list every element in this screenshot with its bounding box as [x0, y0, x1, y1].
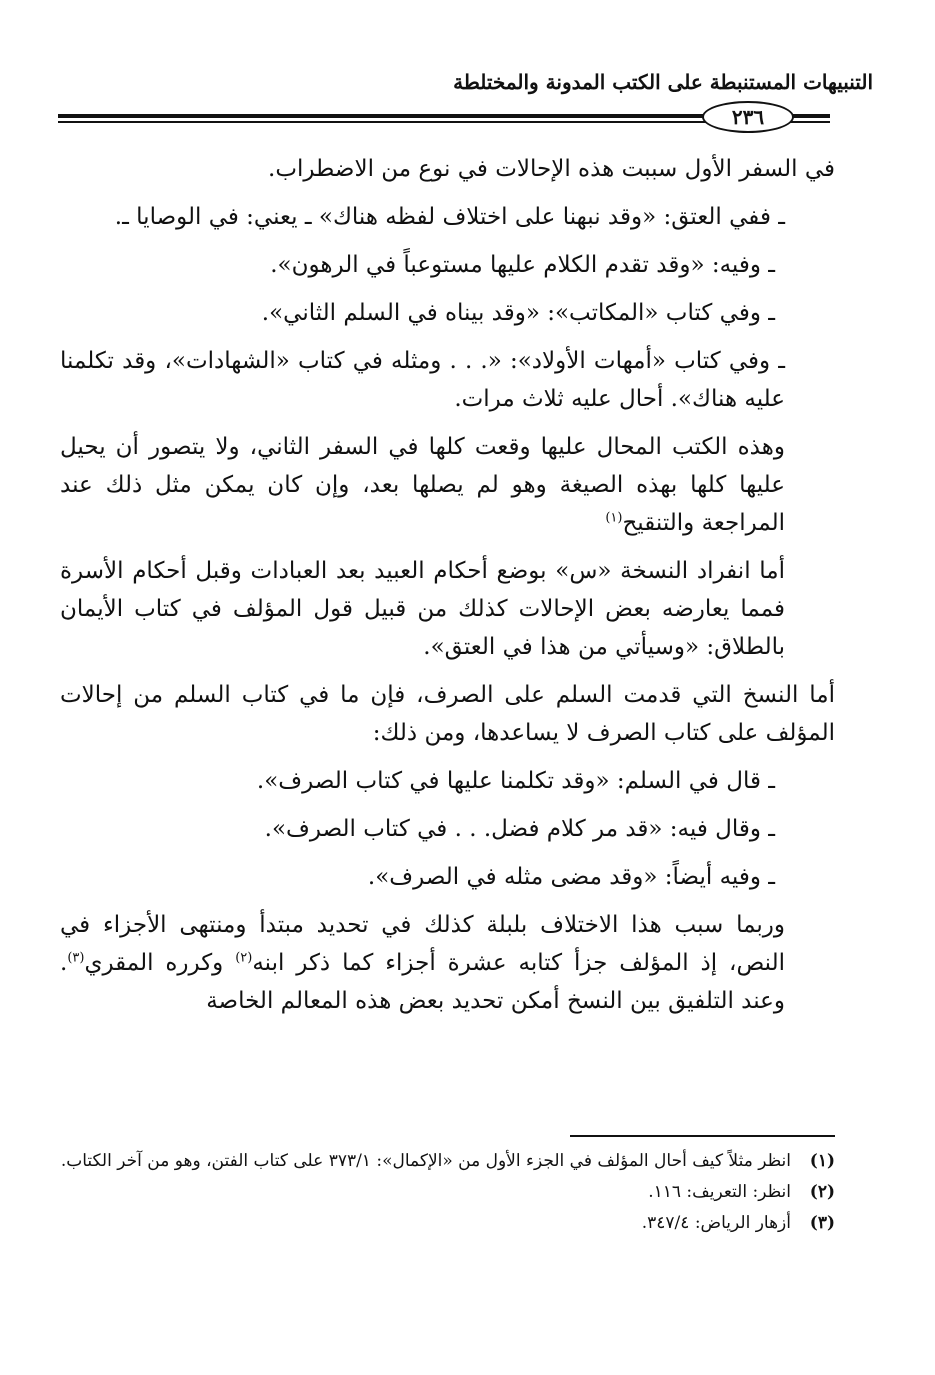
- footnote-number: (٢): [809, 1182, 835, 1202]
- footnote-number: (١): [809, 1151, 835, 1171]
- footnote-text: انظر: التعريف: ١١٦.: [648, 1182, 791, 1202]
- footnote-number: (٣): [809, 1213, 835, 1233]
- paragraph-text: وكرره المقري: [84, 950, 224, 976]
- paragraph: أما النسخ التي قدمت السلم على الصرف، فإن ما في كتاب السلم من إحالات المؤلف على كتاب الصرف لا يساعدها، ومن ذلك:: [60, 682, 835, 746]
- main-text: [60, 150, 835, 1030]
- page-number: ٢٣٦: [702, 101, 794, 133]
- footnote-ref[interactable]: (١): [605, 510, 623, 526]
- paragraph-text: وربما سبب هذا الاختلاف بلبلة كذلك في تحديد مبتدأ ومنتهى الأجزاء في النص، إذ المؤلف جزأ كتابه عشرة أجزاء كما ذكر ابنه: [60, 912, 785, 976]
- list-item: ـ قال في السلم: «وقد تكلمنا عليها في كتاب الصرف».: [256, 768, 775, 794]
- list-item: ـ وقال فيه: «قد مر كلام فضل. . . في كتاب الصرف».: [264, 816, 775, 842]
- paragraph: في السفر الأول سببت هذه الإحالات في نوع من الاضطراب.: [268, 156, 835, 182]
- footnote-ref[interactable]: (٣): [67, 950, 85, 966]
- footnote-ref[interactable]: (٢): [235, 950, 253, 966]
- running-title: التنبيهات المستنبطة على الكتب المدونة والمختلطة: [453, 70, 873, 94]
- footnote: [60, 1148, 835, 1175]
- paragraph-text: وهذه الكتب المحال عليها وقعت كلها في السفر الثاني، ولا يتصور أن يحيل عليها كلها بهذه الصيغة وهو لم يصلها بعد، وإن كان يمكن مثل ذلك عند المراجعة والتنقيح: [60, 434, 785, 536]
- paragraph: [60, 428, 835, 542]
- list-item: ـ ففي العتق: «وقد نبهنا على اختلاف لفظه هناك» ـ يعني: في الوصايا ـ.: [114, 204, 785, 230]
- list-item: ـ وفي كتاب «المكاتب»: «وقد بيناه في السلم الثاني».: [261, 300, 775, 326]
- footnote: [60, 1210, 835, 1237]
- footnote-text: انظر مثلاً كيف أحال المؤلف في الجزء الأول من «الإكمال»: ٣٧٣/١ على كتاب الفتن، وهو من آخر الكتاب.: [60, 1151, 791, 1171]
- footnote-separator: [570, 1135, 835, 1137]
- paragraph: أما انفراد النسخة «س» بوضع أحكام العبيد بعد العبادات وقبل أحكام الأسرة فمما يعارضه بعض الإحالات كذلك من قبيل قول المؤلف في كتاب الأيمان بالطلاق: «وسيأتي من هذا في العتق».: [60, 558, 785, 660]
- paragraph: [60, 906, 835, 1020]
- list-item: ـ وفي كتاب «أمهات الأولاد»: «. . . ومثله في كتاب «الشهادات»، وقد تكلمنا عليه هناك». أحال عليه ثلاث مرات.: [60, 348, 785, 412]
- footnote-text: أزهار الرياض: ٣٤٧/٤.: [641, 1213, 791, 1233]
- footnotes: [60, 1148, 835, 1241]
- list-item: ـ وفيه أيضاً: «وقد مضى مثله في الصرف».: [367, 864, 775, 890]
- paragraph-text: . وعند التلفيق بين النسخ أمكن تحديد بعض هذه المعالم الخاصة: [60, 950, 785, 1014]
- list-item: ـ وفيه: «وقد تقدم الكلام عليها مستوعباً في الرهون».: [270, 252, 775, 278]
- footnote: [60, 1179, 835, 1206]
